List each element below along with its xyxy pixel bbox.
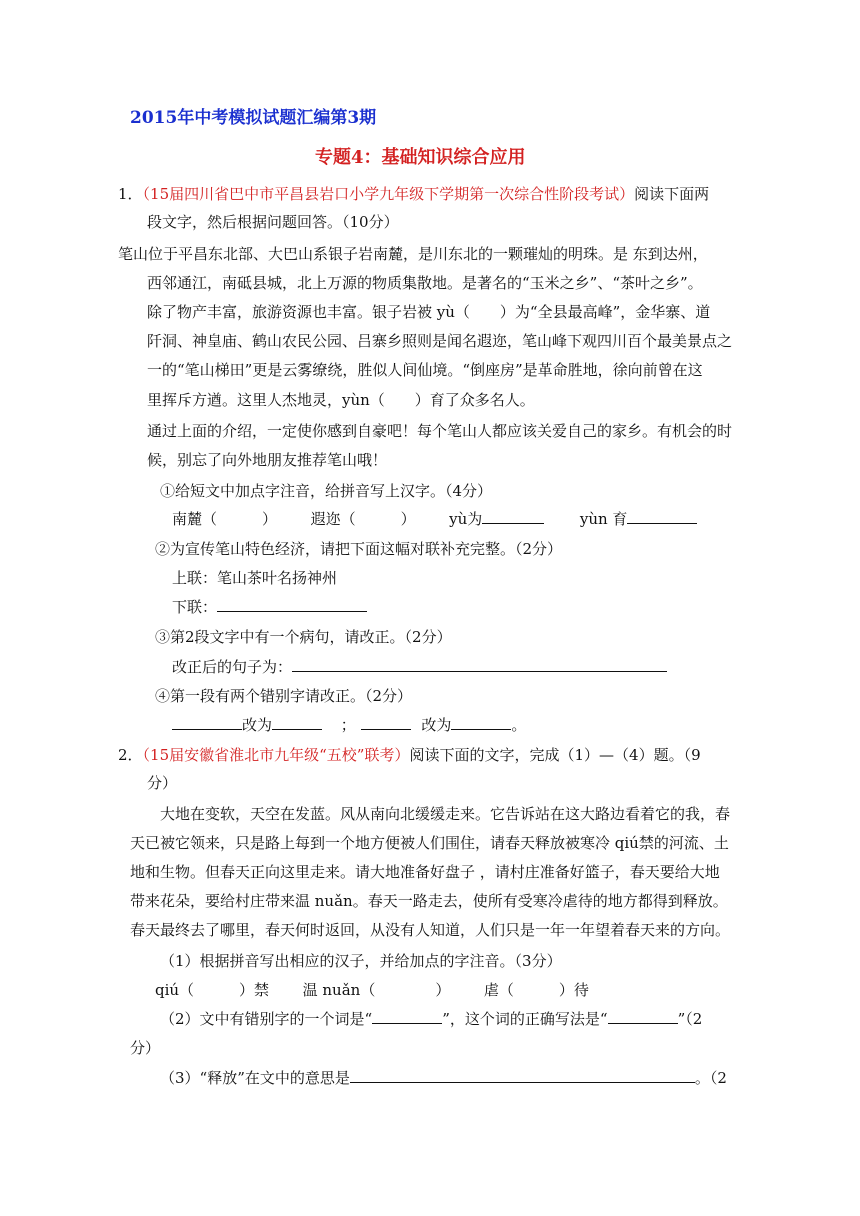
q1-sub4: ④第一段有两个错别字请改正。（2分） xyxy=(155,687,413,705)
q2-sub2 xyxy=(160,1008,702,1030)
q2-para-line: 春天最终去了哪里，春天何时返回，从没有人知道，人们只是一年一年望着春天来的方向。 xyxy=(130,921,731,939)
q2-number: 2． xyxy=(118,746,143,764)
answer-blank[interactable] xyxy=(627,509,697,524)
q2-source: （15届安徽省淮北市九年级“五校”联考） xyxy=(142,746,410,764)
q2-para-line: 地和生物。但春天正向这里走来。请大地准备好盘子 ，请村庄准备好篮子，春天要给大地 xyxy=(130,863,720,881)
q1-sub1-items xyxy=(172,508,697,530)
q1-intro-cont: 段文字，然后根据问题回答。（10分） xyxy=(147,213,399,231)
q1-sub2: ②为宣传笔山特色经济，请把下面这幅对联补充完整。（2分） xyxy=(155,540,563,558)
couplet-lower xyxy=(172,596,367,618)
answer-blank[interactable] xyxy=(372,1009,442,1024)
q2-sub1-items xyxy=(155,979,589,1001)
q2-sub3 xyxy=(160,1067,727,1089)
q1-sub3-answer xyxy=(172,656,667,678)
q2-intro: 阅读下面的文字，完成（1）—（4）题。（9 xyxy=(409,746,701,764)
q1-para1-line: 里挥斥方遒。这里人杰地灵，yùn（ ）育了众多名人。 xyxy=(147,391,535,409)
q2-sub1: （1）根据拼音写出相应的汉子，并给加点的字注音。（3分） xyxy=(160,952,562,970)
q1-header xyxy=(118,183,709,205)
q2-sub2-cont: 分） xyxy=(130,1039,161,1057)
q1-sub1-item3: yù为 xyxy=(449,510,483,528)
q1-para1-line: 西邻通江，南砥县城，北上万源的物质集散地。是著名的“玉米之乡”、“茶叶之乡”。 xyxy=(147,274,703,292)
answer-blank[interactable] xyxy=(482,509,544,524)
q1-sub4-change-label: 改为 xyxy=(242,716,273,734)
q1-source: （15届四川省巴中市平昌县岩口小学九年级下学期第一次综合性阶段考试） xyxy=(142,185,635,203)
answer-blank[interactable] xyxy=(361,715,411,730)
q2-para-line: 大地在变软，天空在发蓝。风从南向北缓缓走来。它告诉站在这大路边看着它的我，春 xyxy=(160,805,731,823)
answer-blank[interactable] xyxy=(608,1009,678,1024)
page-header: 2015年中考模拟试题汇编第3期 xyxy=(130,108,377,128)
q1-para1-line: 阡洞、神皇庙、鹤山农民公园、吕寨乡照则是闻名遐迩，笔山峰下观四川百个最美景点之 xyxy=(147,332,733,350)
q1-para1-line: 笔山位于平昌东北部、大巴山系银子岩南麓，是川东北的一颗璀灿的明珠。是 东到达州， xyxy=(118,245,708,263)
topic-title: 专题4：基础知识综合应用 xyxy=(315,147,526,168)
q2-sub1-item3: 虐（ ）待 xyxy=(483,981,589,999)
q2-sub1-item2: 温 nuǎn（ ） xyxy=(302,981,451,999)
q2-sub1-item1: qiú（ ）禁 xyxy=(155,981,270,999)
q1-intro: 阅读下面两 xyxy=(634,185,710,203)
q2-sub2-text: ”，这个词的正确写法是“ xyxy=(442,1010,608,1028)
answer-blank[interactable] xyxy=(172,715,242,730)
answer-blank[interactable] xyxy=(292,657,667,672)
q1-sub4-separator: ； xyxy=(340,716,356,734)
q1-para2-line: 候，别忘了向外地朋友推荐笔山哦！ xyxy=(147,451,388,469)
q1-sub4-answer xyxy=(172,714,526,736)
q1-para2-line: 通过上面的介绍，一定使你感到自豪吧！每个笔山人都应该关爱自己的家乡。有机会的时 xyxy=(147,422,733,440)
q1-para1-line: 除了物产丰富，旅游资源也丰富。银子岩被 yù（ ）为“全县最高峰”，金华寨、道 xyxy=(147,303,711,321)
q1-sub1-item2: 遐迩（ ） xyxy=(310,510,416,528)
answer-blank[interactable] xyxy=(217,597,367,612)
q1-sub3: ③第2段文字中有一个病句，请改正。（2分） xyxy=(155,628,452,646)
q1-sub4-change-label: 改为 xyxy=(421,716,452,734)
q1-sub3-label: 改正后的句子为： xyxy=(172,658,293,676)
answer-blank[interactable] xyxy=(451,715,511,730)
q1-number: 1． xyxy=(118,185,143,203)
q1-sub4-end: 。 xyxy=(511,716,527,734)
q2-sub3-text: （3）“释放”在文中的意思是 xyxy=(160,1069,350,1087)
q2-sub3-text: 。（2 xyxy=(694,1069,727,1087)
q2-sub2-text: ”（2 xyxy=(677,1010,703,1028)
q1-sub1-item4: yùn 育 xyxy=(579,510,628,528)
q1-sub1: ①给短文中加点字注音，给拼音写上汉字。（4分） xyxy=(160,482,493,500)
q2-para-line: 带来花朵，要给村庄带来温 nuǎn。春天一路走去，使所有受寒冷虐待的地方都得到释放。 xyxy=(130,892,728,910)
q1-sub1-item1: 南麓（ ） xyxy=(172,510,278,528)
q2-para-line: 天已被它领来，只是路上每到一个地方便被人们围住，请春天释放被寒冷 qiú禁的河流、土 xyxy=(130,834,729,852)
q1-para1-line: 一的“笔山梯田”更是云雾缭绕，胜似人间仙境。“倒座房”是革命胜地，徐向前曾在这 xyxy=(147,361,703,379)
answer-blank[interactable] xyxy=(350,1068,695,1083)
q2-sub2-text: （2）文中有错别字的一个词是“ xyxy=(160,1010,373,1028)
couplet-upper: 上联：笔山茶叶名扬神州 xyxy=(172,569,338,587)
couplet-lower-label: 下联： xyxy=(172,598,218,616)
answer-blank[interactable] xyxy=(272,715,322,730)
q2-intro-cont: 分） xyxy=(147,774,178,792)
q2-header xyxy=(118,744,701,766)
